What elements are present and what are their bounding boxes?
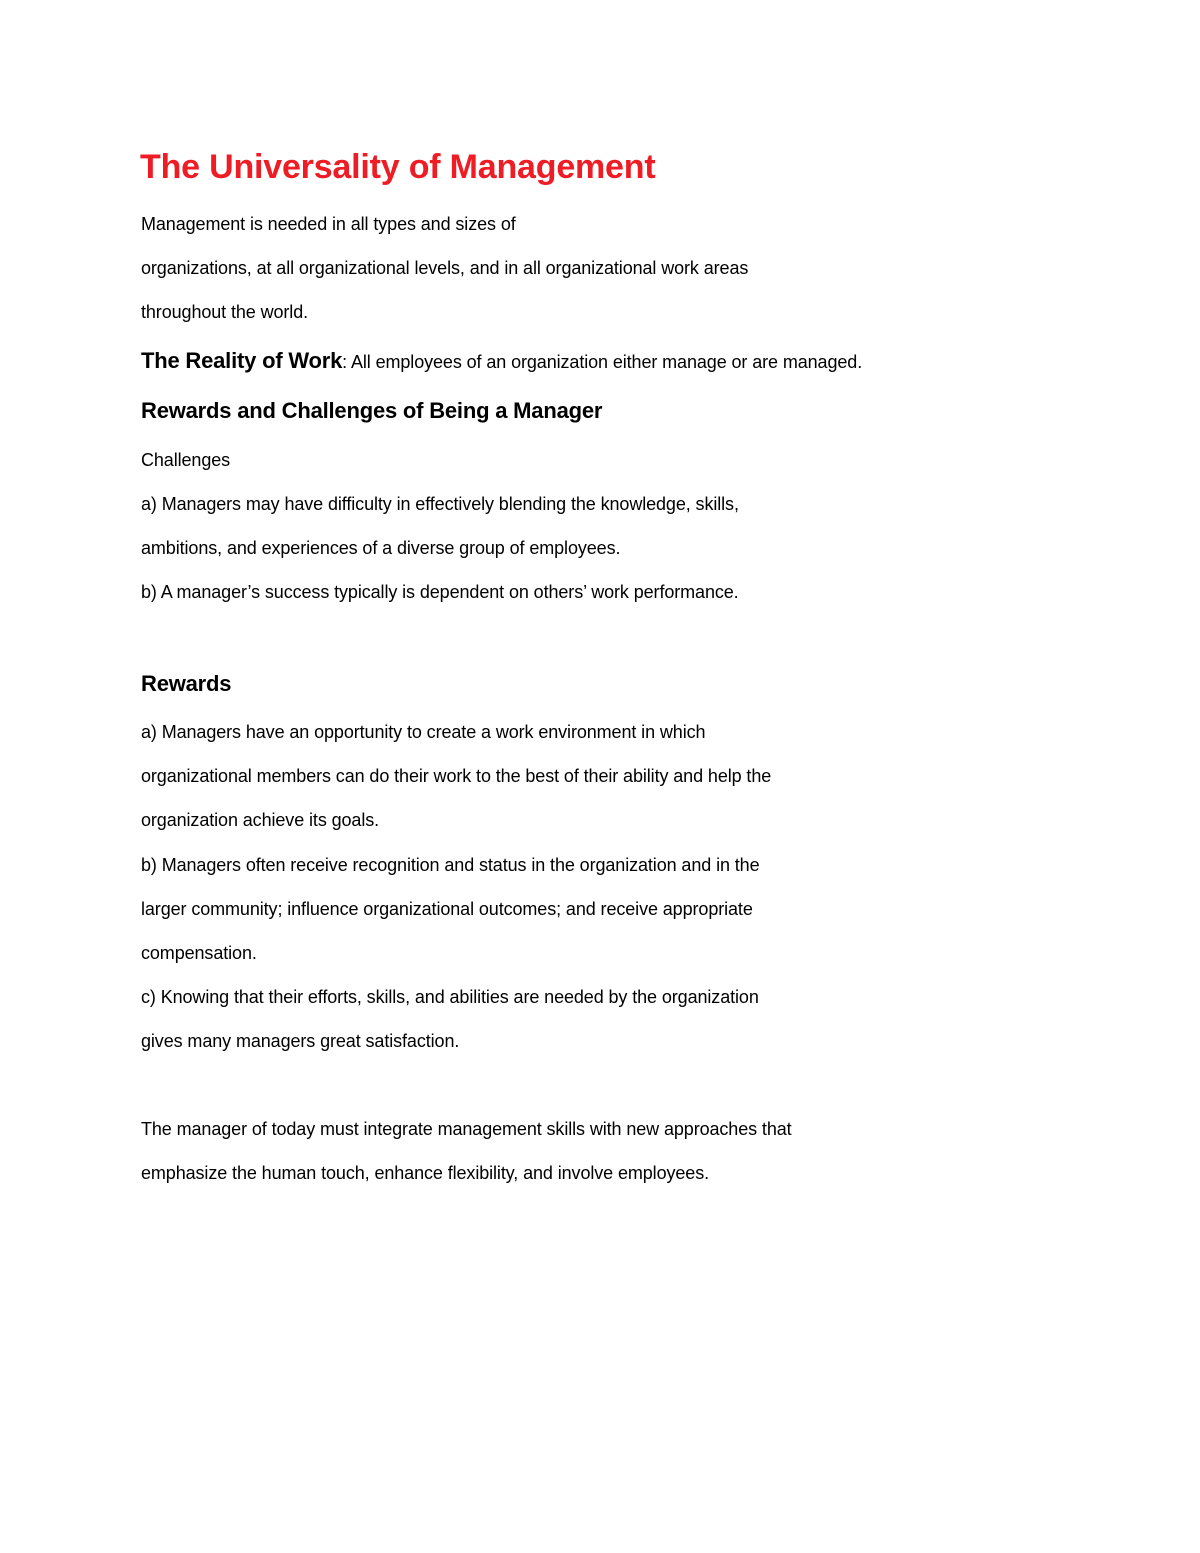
reality-paragraph: [141, 347, 862, 376]
reward-line-7: c) Knowing that their efforts, skills, and abilities are needed by the organization: [141, 987, 759, 1007]
challenge-line-1: a) Managers may have difficulty in effectively blending the knowledge, skills,: [141, 494, 739, 514]
conclusion-line-1: The manager of today must integrate management skills with new approaches that: [141, 1119, 792, 1139]
reward-line-2: organizational members can do their work to the best of their ability and help the: [141, 766, 772, 786]
reward-line-3: organization achieve its goals.: [141, 810, 380, 830]
reward-line-1: a) Managers have an opportunity to create a work environment in which: [141, 722, 706, 742]
challenge-line-2: ambitions, and experiences of a diverse group of employees.: [141, 538, 621, 558]
reality-text: : All employees of an organization either manage or are managed.: [342, 352, 863, 372]
challenge-line-3: b) A manager’s success typically is dependent on others’ work performance.: [141, 582, 739, 602]
document-title: The Universality of Management: [140, 148, 656, 186]
reward-line-4: b) Managers often receive recognition and status in the organization and in the: [141, 855, 760, 875]
intro-line-1: Management is needed in all types and sizes of: [141, 214, 516, 234]
intro-line-2: organizations, at all organizational levels, and in all organizational work areas: [141, 258, 749, 278]
reward-line-6: compensation.: [141, 943, 257, 963]
challenges-label: Challenges: [141, 450, 231, 470]
reward-line-8: gives many managers great satisfaction.: [141, 1031, 460, 1051]
reality-heading: The Reality of Work: [141, 348, 343, 373]
intro-line-3: throughout the world.: [141, 302, 309, 322]
conclusion-line-2: emphasize the human touch, enhance flexibility, and involve employees.: [141, 1163, 710, 1183]
rewards-heading: Rewards: [141, 671, 232, 696]
reward-line-5: larger community; influence organizational outcomes; and receive appropriate: [141, 899, 753, 919]
rewards-challenges-heading: Rewards and Challenges of Being a Manager: [141, 398, 603, 423]
